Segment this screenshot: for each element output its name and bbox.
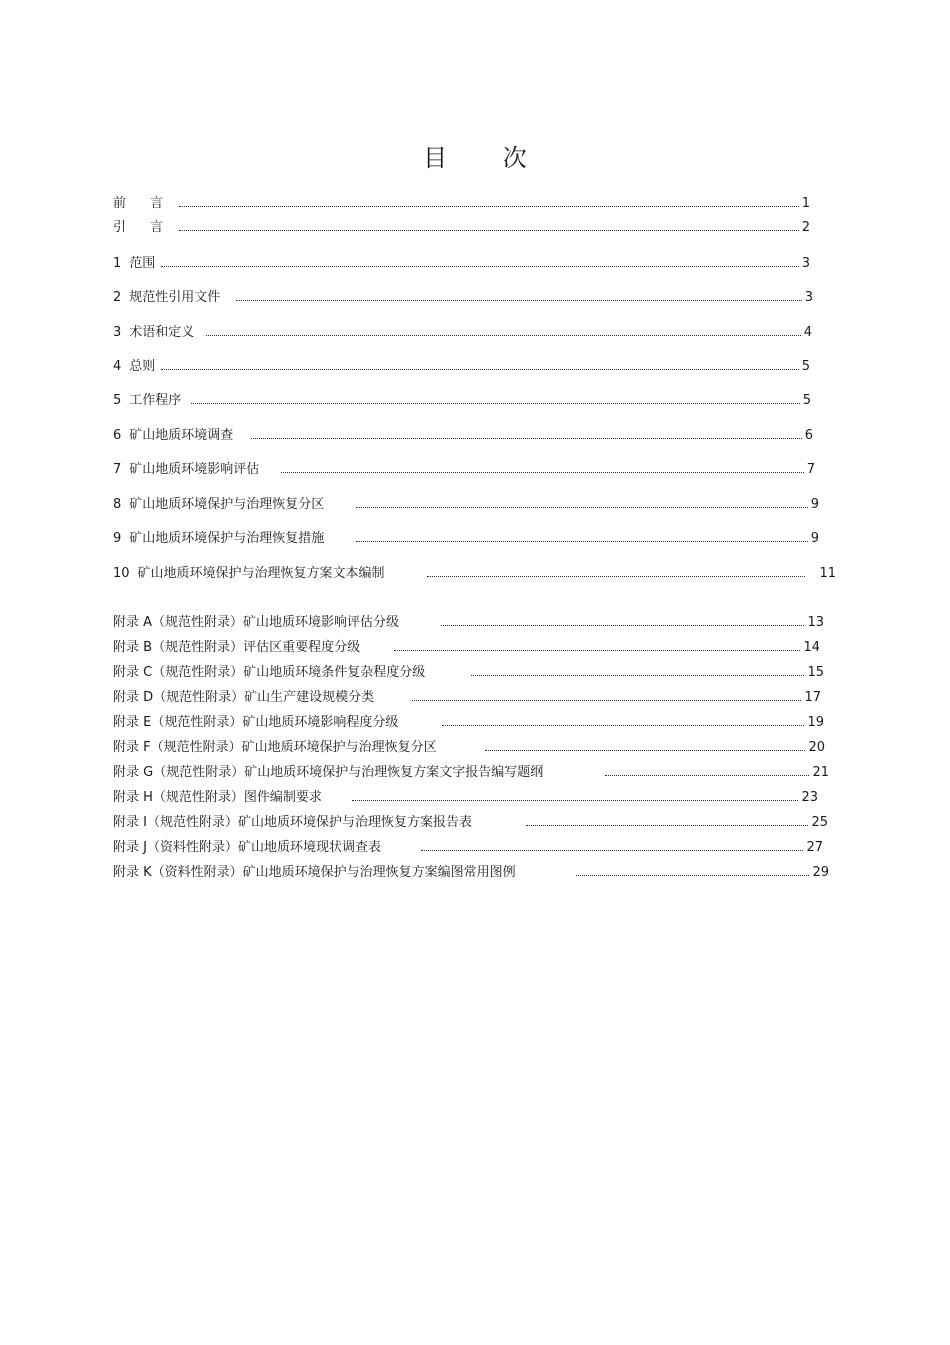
toc-entry-appendix-d[interactable] [113, 689, 821, 707]
toc-leader-dots [206, 334, 800, 336]
toc-leader-dots [412, 699, 801, 701]
toc-entry-appendix-j[interactable] [113, 839, 823, 857]
toc-page-number: 5 [802, 393, 811, 408]
toc-entry-section-9[interactable] [113, 530, 819, 548]
toc-leader-dots [485, 749, 806, 751]
toc-entry-number: 附录 B [113, 640, 153, 655]
toc-page-number: 6 [804, 428, 813, 443]
toc-page-number: 29 [812, 865, 829, 880]
toc-entry-section-3[interactable] [113, 324, 812, 342]
toc-leader-dots [161, 368, 798, 370]
toc-leader-dots [441, 624, 804, 626]
page-title: 目 次 [423, 144, 551, 172]
toc-entry-number: 7 [113, 462, 122, 477]
toc-page-number: 17 [804, 690, 821, 705]
toc-entry-section-1[interactable] [113, 255, 810, 273]
toc-entry-number: 附录 E [113, 715, 152, 730]
toc-entry-title: 前 言 [113, 196, 174, 211]
toc-entry-number: 附录 A [113, 615, 153, 630]
toc-page-number: 23 [801, 790, 818, 805]
toc-leader-dots [161, 265, 798, 267]
toc-entry-title: （规范性附录）评估区重要程度分级 [152, 640, 361, 655]
toc-page-number: 3 [804, 290, 813, 305]
toc-page-number: 15 [807, 665, 824, 680]
toc-entry-section-5[interactable] [113, 392, 811, 410]
toc-entry-appendix-e[interactable] [113, 714, 824, 732]
toc-entry-number: 6 [113, 428, 122, 443]
toc-entry-number: 1 [113, 256, 122, 271]
toc-leader-dots [394, 649, 800, 651]
toc-entry-appendix-c[interactable] [113, 664, 824, 682]
toc-entry-number: 附录 H [113, 790, 153, 805]
toc-leader-dots [352, 799, 799, 801]
toc-page-number: 21 [812, 765, 829, 780]
toc-entry-title: 规范性引用文件 [129, 290, 221, 305]
toc-entry-title: 术语和定义 [129, 325, 195, 340]
toc-leader-dots [251, 437, 801, 439]
toc-entry-number: 5 [113, 393, 122, 408]
toc-entry-number: 10 [113, 566, 130, 581]
toc-leader-dots [356, 540, 807, 542]
toc-entry-title: 工作程序 [129, 393, 182, 408]
toc-leader-dots [526, 824, 808, 826]
toc-entry-appendix-b[interactable] [113, 639, 820, 657]
toc-entry-title: 矿山地质环境保护与治理恢复分区 [129, 497, 325, 512]
toc-leader-dots [427, 575, 806, 577]
toc-entry-title: （规范性附录）矿山地质环境影响评估分级 [152, 615, 400, 630]
toc-page-number: 1 [801, 196, 810, 211]
toc-entry-number: 附录 J [113, 840, 147, 855]
toc-leader-dots [191, 402, 799, 404]
toc-leader-dots [576, 874, 810, 876]
toc-entry-appendix-h[interactable] [113, 789, 818, 807]
toc-entry-title: 矿山地质环境调查 [129, 428, 234, 443]
toc-entry-title: （规范性附录）矿山地质环境保护与治理恢复方案报告表 [146, 815, 472, 830]
toc-page-number: 11 [819, 566, 836, 581]
toc-entry-appendix-a[interactable] [113, 614, 824, 632]
toc-page-number: 7 [806, 462, 815, 477]
toc-entry-number: 8 [113, 497, 122, 512]
toc-page-number: 4 [803, 325, 812, 340]
toc-entry-title: 引 言 [113, 220, 174, 235]
toc-entry-section-4[interactable] [113, 358, 810, 376]
toc-entry-appendix-f[interactable] [113, 739, 825, 757]
toc-leader-dots [281, 471, 803, 473]
toc-entry-title: 范围 [129, 256, 156, 271]
toc-entry-number: 3 [113, 325, 122, 340]
toc-entry-section-2[interactable] [113, 289, 813, 307]
toc-entry-title: （规范性附录）矿山地质环境保护与治理恢复方案文字报告编写题纲 [153, 765, 544, 780]
toc-entry-title: 矿山地质环境保护与治理恢复方案文本编制 [137, 566, 385, 581]
toc-entry-title: （规范性附录）矿山地质环境影响程度分级 [151, 715, 399, 730]
toc-page-number: 9 [810, 531, 819, 546]
toc-leader-dots [421, 849, 803, 851]
toc-page-number: 9 [810, 497, 819, 512]
toc-leader-dots [605, 774, 809, 776]
toc-entry-number: 附录 I [113, 815, 147, 830]
toc-page-number: 19 [807, 715, 824, 730]
toc-entry-number: 附录 K [113, 865, 152, 880]
toc-leader-dots [471, 674, 804, 676]
toc-leader-dots [179, 229, 799, 231]
toc-entry-section-10[interactable] [113, 565, 836, 583]
toc-entry-appendix-g[interactable] [113, 764, 829, 782]
toc-entry-title: （资料性附录）矿山地质环境现状调查表 [146, 840, 381, 855]
toc-entry-number: 附录 G [113, 765, 154, 780]
toc-leader-dots [442, 724, 804, 726]
toc-entry-title: （规范性附录）矿山地质环境条件复杂程度分级 [152, 665, 426, 680]
toc-entry-number: 附录 C [113, 665, 153, 680]
toc-entry-title: 总则 [129, 359, 156, 374]
toc-entry-section-6[interactable] [113, 427, 813, 445]
toc-entry-title: （规范性附录）矿山地质环境保护与治理恢复分区 [150, 740, 437, 755]
toc-entry-number: 2 [113, 290, 122, 305]
toc-leader-dots [236, 299, 801, 301]
toc-page-number: 13 [807, 615, 824, 630]
toc-leader-dots [356, 506, 807, 508]
toc-entry-appendix-i[interactable] [113, 814, 828, 832]
toc-page-number: 2 [801, 220, 810, 235]
toc-entry-title: （规范性附录）矿山生产建设规模分类 [153, 690, 375, 705]
toc-page-number: 20 [808, 740, 825, 755]
toc-entry-title: 矿山地质环境影响评估 [129, 462, 260, 477]
toc-entry-section-8[interactable] [113, 496, 819, 514]
toc-leader-dots [179, 205, 799, 207]
toc-entry-intro[interactable] [113, 219, 810, 237]
toc-entry-number: 9 [113, 531, 122, 546]
toc-entry-title: 矿山地质环境保护与治理恢复措施 [129, 531, 325, 546]
toc-entry-number: 附录 D [113, 690, 154, 705]
toc-entry-title: （规范性附录）图件编制要求 [152, 790, 322, 805]
toc-entry-number: 4 [113, 359, 122, 374]
toc-page-number: 25 [811, 815, 828, 830]
toc-entry-foreword[interactable] [113, 195, 810, 213]
toc-page-number: 14 [803, 640, 820, 655]
toc-entry-number: 附录 F [113, 740, 151, 755]
toc-entry-title: （资料性附录）矿山地质环境保护与治理恢复方案编图常用图例 [151, 865, 516, 880]
toc-entry-appendix-k[interactable] [113, 864, 829, 882]
toc-page-number: 3 [801, 256, 810, 271]
toc-page-number: 27 [806, 840, 823, 855]
toc-page-number: 5 [801, 359, 810, 374]
toc-entry-section-7[interactable] [113, 461, 815, 479]
